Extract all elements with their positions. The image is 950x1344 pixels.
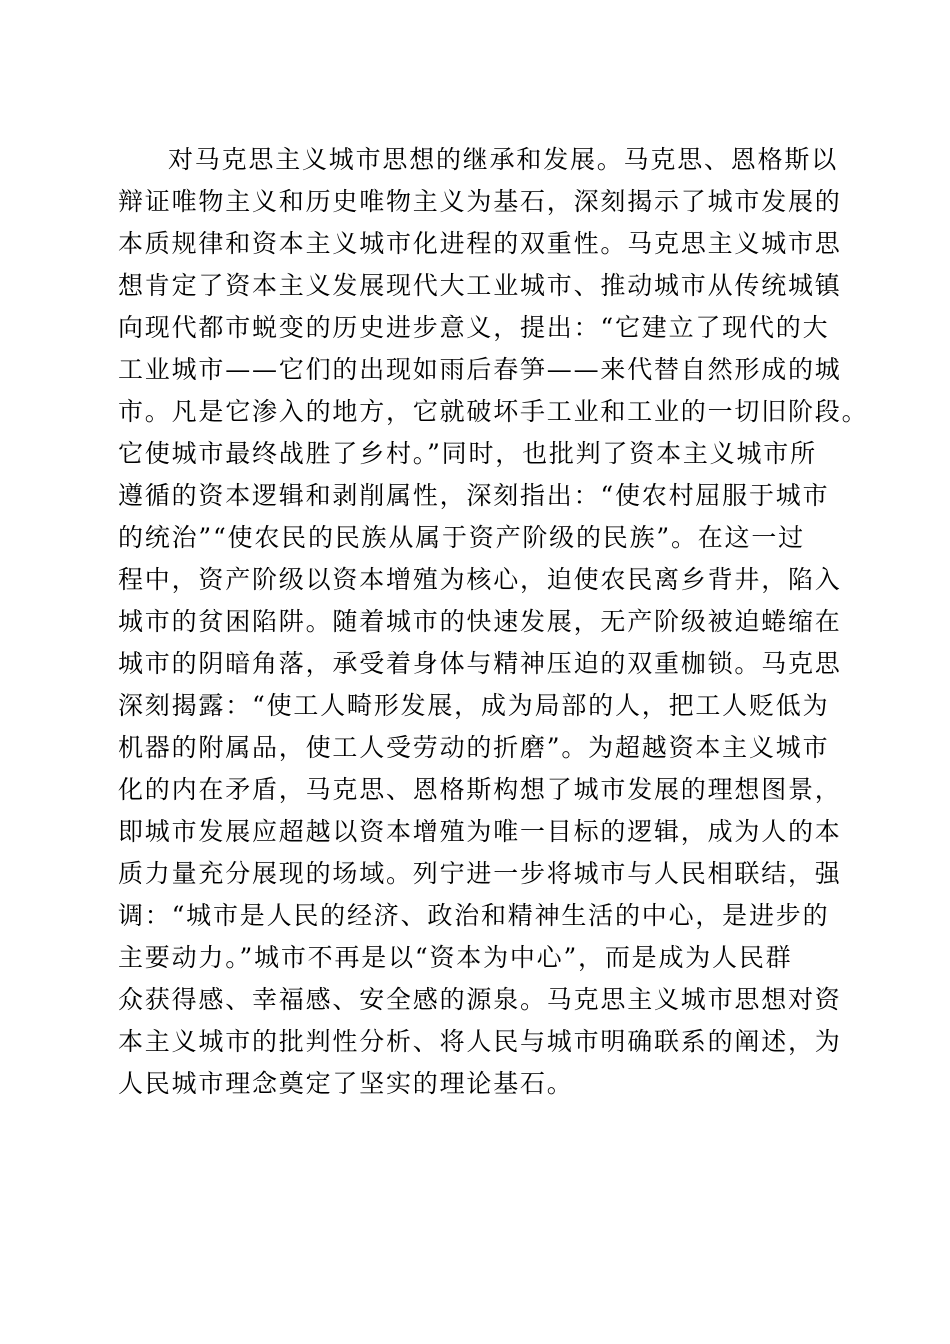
paragraph-line-3: 本质规律和资本主义城市化进程的双重性。马克思主义城市思: [118, 229, 842, 258]
paragraph-line-20: 主要动力。”城市不再是以“资本为中心”，而是成为人民群: [118, 943, 793, 972]
paragraph-line-15: 机器的附属品，使工人受劳动的折磨”。为超越资本主义城市: [118, 733, 830, 762]
paragraph-line-23: 人民城市理念奠定了坚实的理论基石。: [118, 1069, 574, 1098]
body-paragraph: [118, 139, 869, 1105]
paragraph-line-7: 市。凡是它渗入的地方，它就破坏手工业和工业的一切旧阶段。: [118, 397, 869, 426]
paragraph-line-5: 向现代都市蜕变的历史进步意义，提出：“它建立了现代的大: [118, 313, 830, 342]
paragraph-line-11: 程中，资产阶级以资本增殖为核心，迫使农民离乡背井，陷入: [118, 565, 842, 594]
paragraph-line-13: 城市的阴暗角落，承受着身体与精神压迫的双重枷锁。马克思: [118, 649, 842, 678]
paragraph-line-8: 它使城市最终战胜了乡村。”同时，也批判了资本主义城市所: [118, 439, 817, 468]
paragraph-line-12: 城市的贫困陷阱。随着城市的快速发展，无产阶级被迫蜷缩在: [118, 607, 842, 636]
paragraph-line-6: 工业城市——它们的出现如雨后春笋——来代替自然形成的城: [118, 355, 842, 384]
paragraph-line-10: 的统治”“使农民的民族从属于资产阶级的民族”。在这一过: [118, 523, 805, 552]
paragraph-line-4: 想肯定了资本主义发展现代大工业城市、推动城市从传统城镇: [118, 271, 842, 300]
paragraph-line-22: 本主义城市的批判性分析、将人民与城市明确联系的阐述，为: [118, 1027, 842, 1056]
paragraph-line-9: 遵循的资本逻辑和剥削属性，深刻指出：“使农村屈服于城市: [118, 481, 830, 510]
paragraph-line-18: 质力量充分展现的场域。列宁进一步将城市与人民相联结，强: [118, 859, 842, 888]
paragraph-line-16: 化的内在矛盾，马克思、恩格斯构想了城市发展的理想图景，: [118, 775, 842, 804]
paragraph-line-17: 即城市发展应超越以资本增殖为唯一目标的逻辑，成为人的本: [118, 817, 842, 846]
paragraph-line-1: 对马克思主义城市思想的继承和发展。马克思、恩格斯以: [168, 145, 839, 174]
paragraph-line-2: 辩证唯物主义和历史唯物主义为基石，深刻揭示了城市发展的: [118, 187, 842, 216]
paragraph-line-14: 深刻揭露：“使工人畸形发展，成为局部的人，把工人贬低为: [118, 691, 830, 720]
paragraph-line-21: 众获得感、幸福感、安全感的源泉。马克思主义城市思想对资: [118, 985, 842, 1014]
paragraph-line-19: 调：“城市是人民的经济、政治和精神生活的中心，是进步的: [118, 901, 830, 930]
